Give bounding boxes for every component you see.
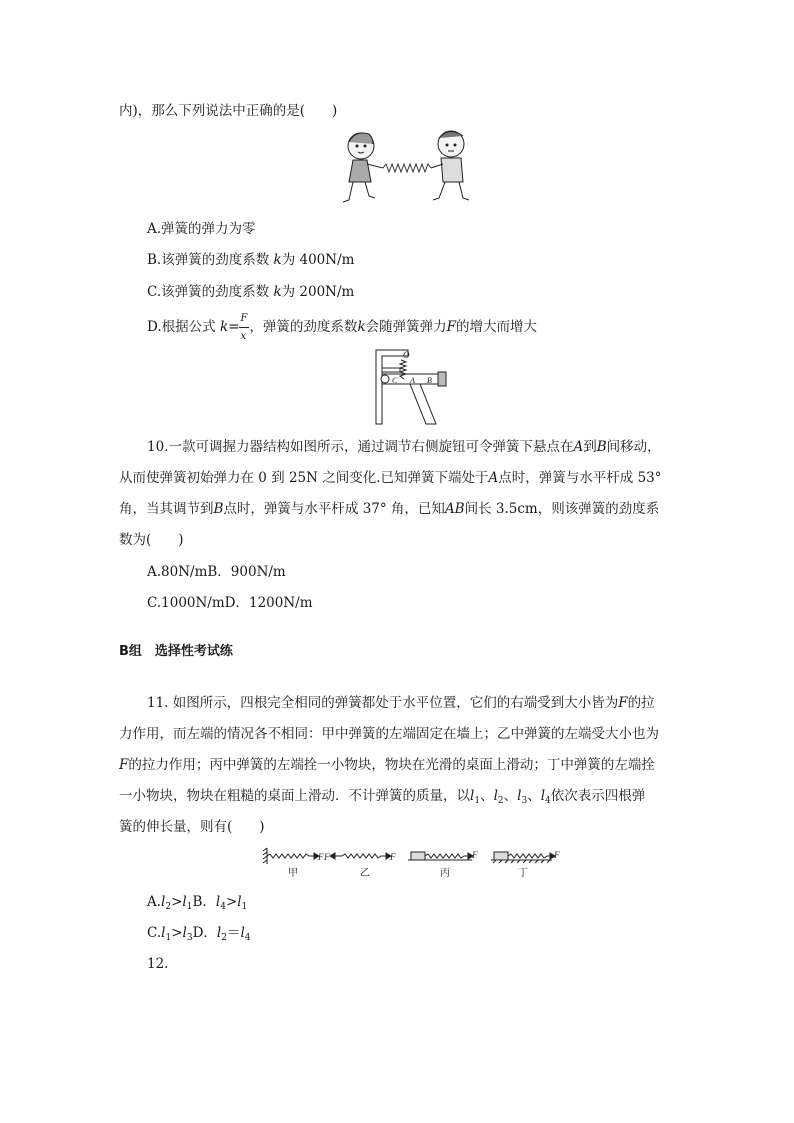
q11-line-4: 一小物块，物块在粗糙的桌面上滑动．不计弹簧的质量，以$l_1$、$l_2$、$l_3$、$l_4$依次表示四根弹 — [119, 788, 646, 806]
force-label-1: F — [318, 852, 324, 862]
fig-label-ding: 丁 — [518, 868, 528, 879]
spring-zigzag — [383, 164, 431, 172]
q10-line-1: 10.一款可调握力器结构如图所示，通过调节右侧旋钮可令弹簧下悬点在A到B间移动， — [147, 439, 661, 455]
fig-label-jia: 甲 — [288, 868, 298, 879]
label-B: B — [427, 376, 432, 385]
q11-line-5: 簧的伸长量，则有( ) — [119, 819, 265, 835]
force-label-4: F — [472, 850, 478, 860]
q9-option-c: C.该弹簧的劲度系数 k为 200N/m — [147, 284, 355, 300]
label-O: O — [403, 350, 410, 360]
q9-option-a: A.弹簧的弹力为零 — [147, 221, 256, 237]
q10-options-ab: A.80N/mB．900N/m — [147, 564, 286, 580]
force-label-2: F — [324, 852, 330, 862]
q9-figure-kids-spring — [335, 124, 475, 210]
q11-line-2: 力作用，而左端的情况各不相同：甲中弹簧的左端固定在墙上；乙中弹簧的左端受大小也为 — [119, 726, 659, 742]
force-label-5: F — [554, 850, 560, 860]
q9-stem-tail: 内)，那么下列说法中正确的是( ) — [119, 103, 338, 119]
q11-figure-four-springs — [262, 846, 562, 880]
q10-figure-grip-device — [374, 348, 450, 426]
q11-line-1: 11. 如图所示，四根完全相同的弹簧都处于水平位置，它们的右端受到大小皆为F的拉 — [147, 695, 655, 711]
q10-options-cd: C.1000N/mD．1200N/m — [147, 595, 313, 611]
fig-label-bing: 丙 — [440, 868, 450, 879]
q11-line-3: F的拉力作用；丙中弹簧的左端拴一小物块，物块在光滑的桌面上滑动；丁中弹簧的左端拴 — [119, 757, 655, 773]
section-b-heading: B组 选择性考试练 — [119, 644, 233, 659]
q10-line-4: 数为( ) — [119, 532, 184, 548]
q12-number: 12. — [147, 956, 169, 972]
label-A: A — [410, 376, 415, 385]
q10-line-2: 从而使弹簧初始弹力在 0 到 25N 之间变化.已知弹簧下端处于A点时，弹簧与水平杆成 53° — [119, 470, 662, 486]
q11-options-ab: $A.l_2>l_1B$．$l_4>l_1$ — [147, 894, 248, 912]
q10-line-3: 角，当其调节到B点时，弹簧与水平杆成 37° 角，已知AB间长 3.5cm，则该弹簧的劲度系 — [119, 501, 660, 517]
force-label-3: F — [390, 852, 396, 862]
fig-label-yi: 乙 — [360, 868, 370, 879]
label-C: C — [392, 376, 398, 385]
q9-option-d: D.根据公式 k= $\frac{F}{x}$ ，弹簧的劲度系数k会随弹簧弹力F的增大而增大 — [147, 312, 537, 342]
q9-option-b: B.该弹簧的劲度系数 k为 400N/m — [147, 252, 355, 268]
q11-options-cd: $C.l_1>l_3D$．$l_2=l_4$ — [147, 925, 251, 943]
fraction-F-over-x: $\frac{F}{x}$ — [239, 319, 249, 337]
